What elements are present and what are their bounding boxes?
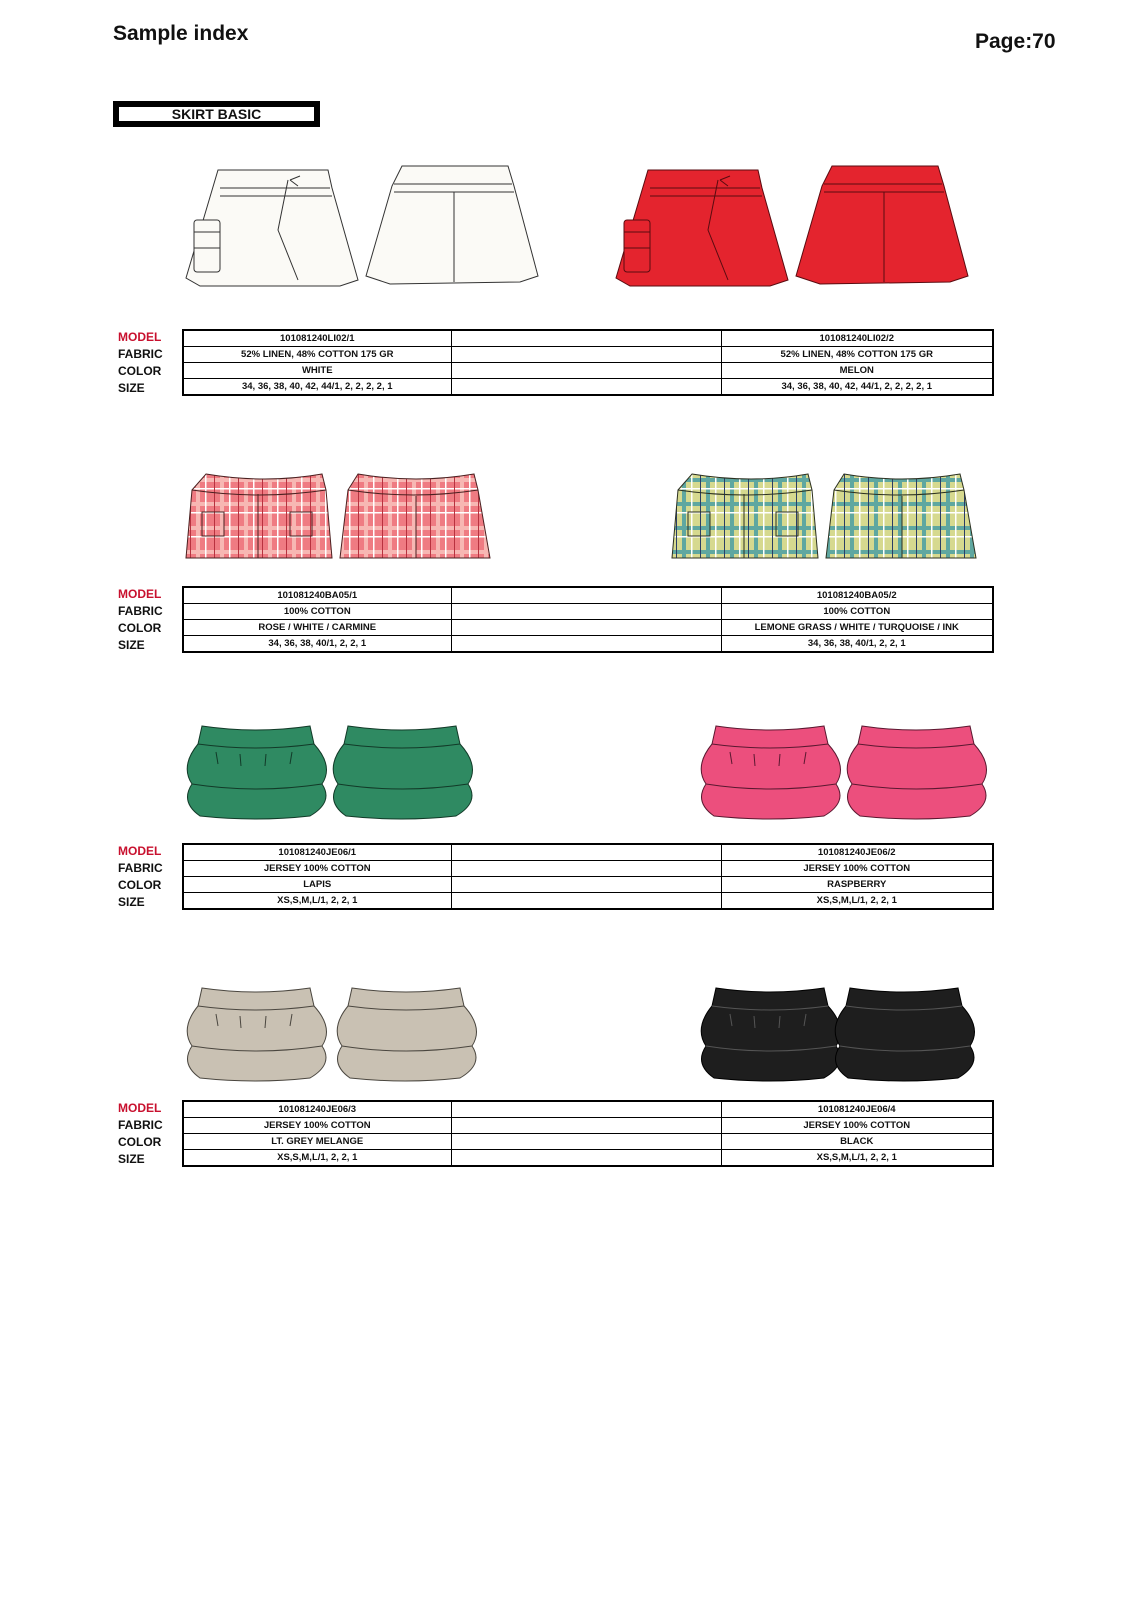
fabric-value: JERSEY 100% COTTON — [183, 861, 451, 877]
model-code: 101081240LI02/1 — [183, 330, 451, 347]
size-label: SIZE — [118, 638, 145, 652]
model-code: 101081240BA05/2 — [721, 587, 993, 604]
size-value: XS,S,M,L/1, 2, 2, 1 — [721, 893, 993, 910]
skirt-bubble-lapis-back — [333, 726, 472, 819]
spec-table-row-3 — [182, 843, 994, 910]
model-label: MODEL — [118, 1101, 162, 1115]
skirt-bubble-lapis-sketch — [186, 722, 476, 822]
skirt-wrap-melon-back — [796, 166, 968, 284]
skirt-bubble-black-back — [835, 988, 974, 1081]
size-value: XS,S,M,L/1, 2, 2, 1 — [721, 1150, 993, 1167]
color-value: LEMONE GRASS / WHITE / TURQUOISE / INK — [721, 620, 993, 636]
color-value: LT. GREY MELANGE — [183, 1134, 451, 1150]
skirt-plaid-lemon-sketch — [672, 470, 990, 570]
fabric-label: FABRIC — [118, 861, 163, 875]
fabric-label: FABRIC — [118, 604, 163, 618]
model-code: 101081240JE06/1 — [183, 844, 451, 861]
skirt-bubble-black-front — [701, 988, 840, 1081]
color-value: RASPBERRY — [721, 877, 993, 893]
fabric-value: 52% LINEN, 48% COTTON 175 GR — [721, 347, 993, 363]
fabric-value: JERSEY 100% COTTON — [721, 1118, 993, 1134]
color-label: COLOR — [118, 621, 162, 635]
spec-labels-row-2 — [118, 586, 180, 654]
color-value: MELON — [721, 363, 993, 379]
model-label: MODEL — [118, 587, 162, 601]
spec-table-row-2 — [182, 586, 994, 653]
skirt-wrap-melon-front — [616, 170, 788, 286]
skirt-bubble-raspberry-sketch — [700, 722, 990, 822]
model-code: 101081240JE06/2 — [721, 844, 993, 861]
color-value: WHITE — [183, 363, 451, 379]
color-label: COLOR — [118, 364, 162, 378]
spec-labels-row-3 — [118, 843, 180, 911]
model-code: 101081240JE06/4 — [721, 1101, 993, 1118]
color-label: COLOR — [118, 878, 162, 892]
fabric-value: 100% COTTON — [721, 604, 993, 620]
skirt-wrap-white-back — [366, 166, 538, 284]
color-label: COLOR — [118, 1135, 162, 1149]
fabric-value: JERSEY 100% COTTON — [721, 861, 993, 877]
color-value: ROSE / WHITE / CARMINE — [183, 620, 451, 636]
size-value: XS,S,M,L/1, 2, 2, 1 — [183, 1150, 451, 1167]
size-value: XS,S,M,L/1, 2, 2, 1 — [183, 893, 451, 910]
section-badge: SKIRT BASIC — [113, 101, 320, 127]
spec-table-row-4 — [182, 1100, 994, 1167]
skirt-plaid-rose-sketch — [186, 470, 504, 570]
skirt-bubble-grey-sketch — [186, 984, 486, 1084]
page-number: Page:70 — [975, 30, 1056, 53]
model-code: 101081240LI02/2 — [721, 330, 993, 347]
skirt-bubble-raspberry-back — [847, 726, 986, 819]
model-label: MODEL — [118, 844, 162, 858]
fabric-value: 52% LINEN, 48% COTTON 175 GR — [183, 347, 451, 363]
skirt-plaid-rose-back — [340, 474, 490, 558]
fabric-label: FABRIC — [118, 1118, 163, 1132]
size-value: 34, 36, 38, 40, 42, 44/1, 2, 2, 2, 2, 1 — [721, 379, 993, 396]
skirt-wrap-white-sketch — [180, 160, 540, 300]
skirt-bubble-black-sketch — [700, 984, 1000, 1084]
fabric-value: JERSEY 100% COTTON — [183, 1118, 451, 1134]
skirt-plaid-lemon-back — [826, 474, 976, 558]
model-code: 101081240JE06/3 — [183, 1101, 451, 1118]
size-value: 34, 36, 38, 40/1, 2, 2, 1 — [183, 636, 451, 653]
skirt-plaid-rose-front — [186, 474, 332, 558]
model-label: MODEL — [118, 330, 162, 344]
model-code: 101081240BA05/1 — [183, 587, 451, 604]
skirt-wrap-white-front — [186, 170, 358, 286]
spec-table-row-1 — [182, 329, 994, 396]
color-value: LAPIS — [183, 877, 451, 893]
skirt-bubble-grey-back — [337, 988, 476, 1081]
skirt-bubble-raspberry-front — [701, 726, 840, 819]
color-value: BLACK — [721, 1134, 993, 1150]
fabric-label: FABRIC — [118, 347, 163, 361]
skirt-bubble-grey-front — [187, 988, 326, 1081]
skirt-wrap-melon-sketch — [610, 160, 970, 300]
spec-labels-row-1 — [118, 329, 180, 397]
size-label: SIZE — [118, 1152, 145, 1166]
size-value: 34, 36, 38, 40, 42, 44/1, 2, 2, 2, 2, 1 — [183, 379, 451, 396]
size-label: SIZE — [118, 381, 145, 395]
page-title: Sample index — [113, 22, 249, 45]
skirt-bubble-lapis-front — [187, 726, 326, 819]
skirt-plaid-lemon-front — [672, 474, 818, 558]
size-value: 34, 36, 38, 40/1, 2, 2, 1 — [721, 636, 993, 653]
spec-labels-row-4 — [118, 1100, 180, 1168]
size-label: SIZE — [118, 895, 145, 909]
fabric-value: 100% COTTON — [183, 604, 451, 620]
